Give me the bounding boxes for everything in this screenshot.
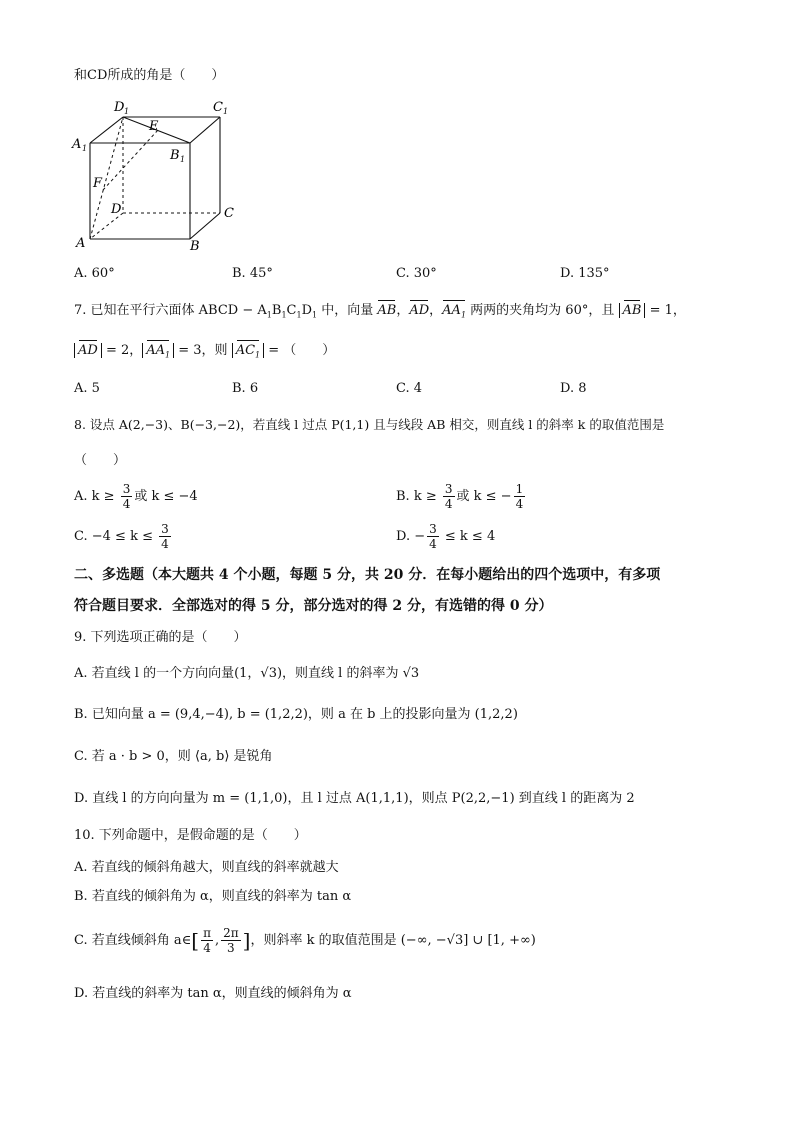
label-A: A (76, 236, 86, 251)
q8-option-d[interactable]: D. − $\frac{3}{4}$ ≤ k ≤ 4 (396, 522, 496, 551)
label-B: B (190, 239, 200, 254)
label-D1-sub: 1 (124, 107, 130, 116)
label-F: F (93, 176, 103, 191)
abs-aa1: $AA_1$ (142, 343, 174, 358)
q9-option-a[interactable]: A. 若直线 l 的一个方向向量(1，√3)，则直线 l 的斜率为 √3 (74, 666, 420, 681)
q9-stem: 9. 下列选项正确的是（ ） (74, 630, 247, 645)
q9-option-b[interactable]: B. 已知向量 a = (9,4,−4), b = (1,2,2)，则 a 在 b 上的投影向量为 (1,2,2) (74, 707, 518, 722)
q10-option-a[interactable]: A. 若直线的倾斜角越大，则直线的斜率就越大 (74, 860, 339, 875)
q8-stem-line2: （ ） (74, 453, 127, 468)
q8-stem-line1: 8. 设点 A(2,−3)、B(−3,−2)，若直线 l 过点 P(1,1) 且与线段 AB 相交，则直线 l 的斜率 k 的取值范围是 (74, 417, 665, 432)
label-B1: B (170, 148, 180, 163)
vector-ad: AD (409, 303, 430, 318)
abs-ac1: $AC_1$ (232, 343, 264, 358)
q7-option-d[interactable]: D. 8 (560, 381, 587, 396)
q7-option-a[interactable]: A. 5 (74, 381, 100, 396)
label-A1-sub: 1 (82, 144, 88, 153)
q7-option-b[interactable]: B. 6 (232, 381, 259, 396)
q7-stem-line1: 7. 已知在平行六面体 ABCD − $A_1B_1C_1D_1$ 中，向量 AB，AD，$AA_1$ 两两的夹角均为 60°，且 AB = 1， (74, 302, 686, 325)
label-B1-sub: 1 (180, 155, 186, 164)
q7-option-c[interactable]: C. 4 (396, 381, 423, 396)
q10-option-b[interactable]: B. 若直线的倾斜角为 α，则直线的斜率为 tan α (74, 889, 352, 904)
q9-option-d[interactable]: D. 直线 l 的方向向量为 m = (1,1,0)，且 l 过点 A(1,1,1)，则点 P(2,2,−1) 到直线 l 的距离为 2 (74, 791, 635, 806)
label-C1: C (213, 100, 223, 115)
q10-option-c[interactable]: C. 若直线倾斜角 a∈[ $\frac{\pi}{4}$ , $\frac{2\pi}{3}$ ]，则斜率 k 的取值范围是 (−∞, −√3] ∪ [1, +∞) (74, 926, 536, 955)
label-A1: A (72, 137, 82, 152)
q6-option-d[interactable]: D. 135° (560, 266, 610, 281)
vector-ab: AB (377, 303, 397, 318)
q10-option-d[interactable]: D. 若直线的斜率为 tan α，则直线的倾斜角为 α (74, 986, 352, 1001)
section2-heading-line2: 符合题目要求．全部选对的得 5 分，部分选对的得 2 分，有选错的得 0 分） (74, 598, 553, 614)
q8-option-b[interactable]: B. k ≥ $\frac{3}{4}$ 或 k ≤ − $\frac{1}{4}$ (396, 482, 524, 511)
abs-ab: AB (619, 303, 646, 318)
label-E: E (149, 119, 159, 134)
cube-figure (70, 95, 245, 255)
q8-option-c[interactable]: C. −4 ≤ k ≤ $\frac{3}{4}$ (74, 522, 169, 551)
label-D1: D (114, 100, 125, 115)
label-C: C (224, 206, 234, 221)
q6-option-b[interactable]: B. 45° (232, 266, 273, 281)
q8-option-a[interactable]: A. k ≥ $\frac{3}{4}$ 或 k ≤ −4 (74, 482, 198, 511)
q9-option-c[interactable]: C. 若 a · b > 0，则 ⟨a, b⟩ 是锐角 (74, 749, 273, 764)
q6-option-c[interactable]: C. 30° (396, 266, 437, 281)
q6-stem-tail: 和CD所成的角是（ ） (74, 68, 225, 83)
vector-aa1: $AA_1$ (442, 302, 466, 325)
q6-option-a[interactable]: A. 60° (74, 266, 115, 281)
label-D: D (111, 202, 122, 217)
abs-ad: AD (74, 343, 102, 358)
q7-stem-line2: AD = 2， $AA_1 = 3$，则 $AC_1$ = （ ） (74, 342, 335, 365)
q10-stem: 10. 下列命题中，是假命题的是（ ） (74, 828, 307, 843)
section2-heading-line1: 二、多选题（本大题共 4 个小题，每题 5 分，共 20 分．在每小题给出的四个选项中，有多项 (74, 567, 661, 583)
label-C1-sub: 1 (223, 107, 229, 116)
